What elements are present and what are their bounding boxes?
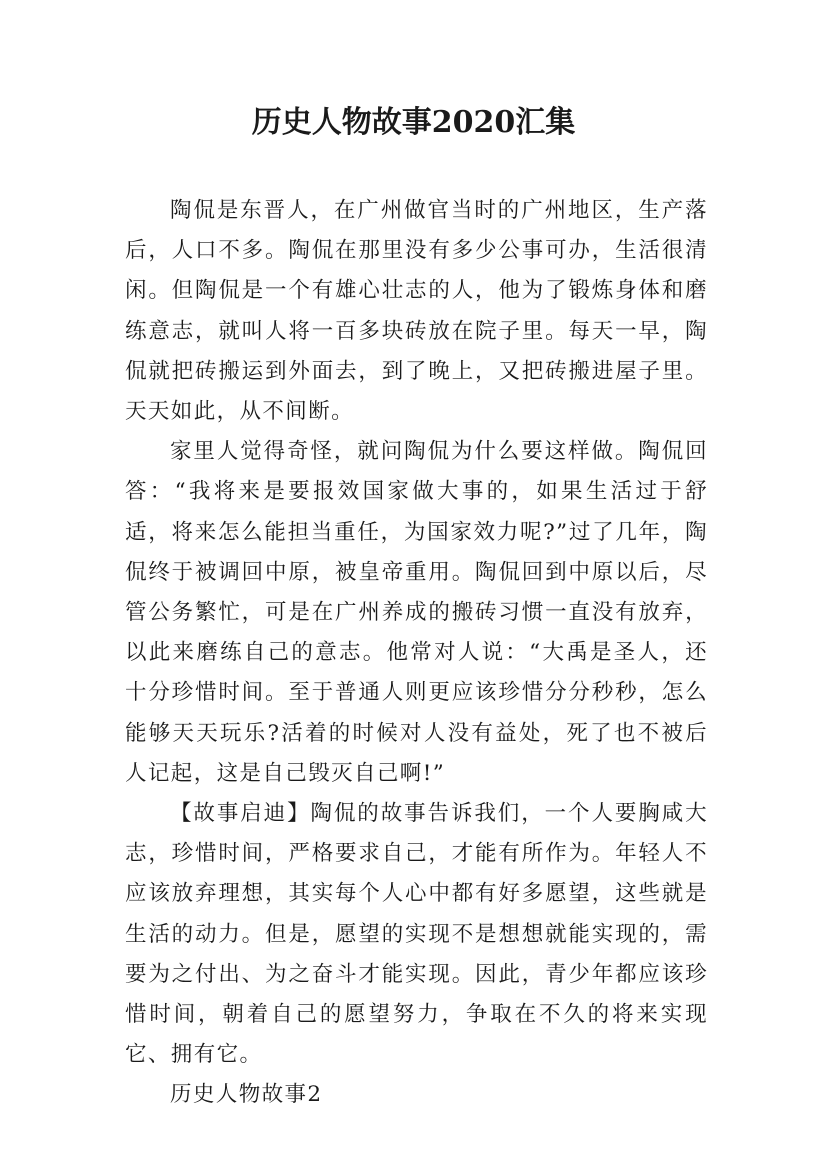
paragraph-tao-kan-answer: 家里人觉得奇怪，就问陶侃为什么要这样做。陶侃回答：“我将来是要报效国家做大事的，如果生活过于舒适，将来怎么能担当重任，为国家效力呢?”过了几年，陶侃终于被调回中原，被皇帝重用。陶侃回到中原以后，尽管公务繁忙，可是在广州养成的搬砖习惯一直没有放弃，以此来磨练自己的意志。他常对人说：“大禹是圣人，还十分珍惜时间。至于普通人则更应该珍惜分分秒秒，怎么能够天天玩乐?活着的时候对人没有益处，死了也不被后人记起，这是自己毁灭自己啊!” — [125, 439, 708, 786]
section-heading-story-2: 历史人物故事2 — [170, 1082, 323, 1108]
document-title: 历史人物故事2020汇集 — [251, 105, 576, 140]
paragraph-tao-kan-intro: 陶侃是东晋人，在广州做官当时的广州地区，生产落后，人口不多。陶侃在那里没有多少公事可办，生活很清闲。但陶侃是一个有雄心壮志的人，他为了锻炼身体和磨练意志，就叫人将一百多块砖放在院子里。每天一早，陶侃就把砖搬运到外面去，到了晚上，又把砖搬进屋子里。天天如此，从不间断。 — [125, 198, 708, 425]
document-body — [125, 191, 708, 1116]
paragraph-story-lesson: 【故事启迪】陶侃的故事告诉我们，一个人要胸咸大志，珍惜时间，严格要求自己，才能有所作为。年轻人不应该放弃理想，其实每个人心中都有好多愿望，这些就是生活的动力。但是，愿望的实现不是想想就能实现的，需要为之付出、为之奋斗才能实现。因此，青少年都应该珍惜时间，朝着自己的愿望努力，争取在不久的将来实现它、拥有它。 — [125, 801, 708, 1068]
